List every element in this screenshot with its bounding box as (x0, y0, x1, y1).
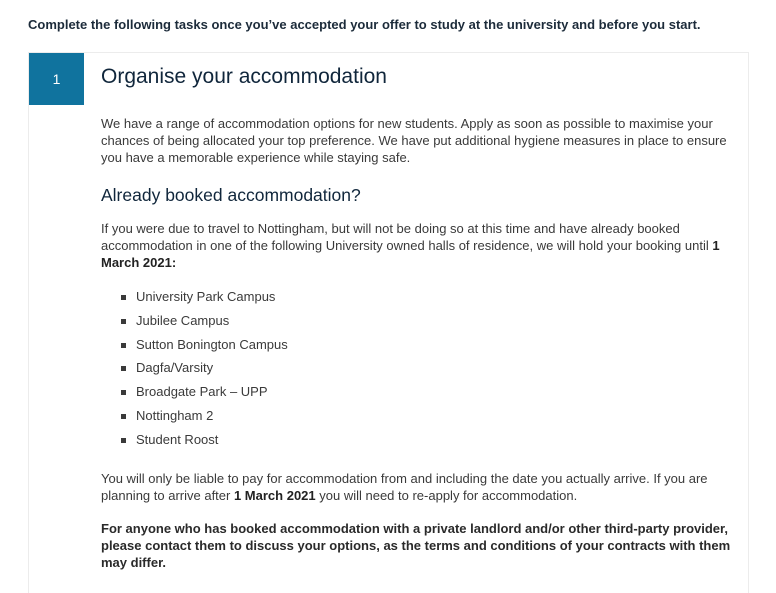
list-item (101, 382, 741, 406)
liability-date: 1 March 2021 (233, 487, 316, 503)
list-item (101, 287, 741, 311)
hall-name: Broadgate Park – UPP (136, 384, 268, 400)
list-item (101, 311, 741, 335)
list-item (101, 406, 741, 430)
bullet-icon (121, 343, 126, 348)
bullet-icon (121, 414, 126, 419)
halls-list (101, 287, 741, 454)
bullet-icon (121, 295, 126, 300)
task-content (101, 115, 741, 571)
task-title: Organise your accommodation (101, 65, 387, 88)
bullet-icon (121, 366, 126, 371)
booking-date: 1 March 2021: (101, 238, 720, 270)
bullet-icon (121, 319, 126, 324)
booking-paragraph (101, 220, 741, 271)
hall-name: Jubilee Campus (136, 312, 230, 328)
liability-paragraph (101, 470, 741, 504)
liability-text-start: You will only be liable to pay for accommodation from and including the date you actually arrive. If you are planning to arrive after (101, 470, 708, 503)
liability-text-end: you will need to re-apply for accommodation. (315, 487, 578, 503)
hall-name: University Park Campus (136, 289, 276, 304)
list-item (101, 358, 741, 382)
step-number-badge: 1 (29, 53, 84, 105)
private-landlord-notice: For anyone who has booked accommodation with a private landlord and/or other third-party provider, please contact them to discuss your options, as the terms and conditions of your contracts with them may differ. (101, 520, 731, 570)
list-item (101, 335, 741, 359)
intro-text: Complete the following tasks once you’ve accepted your offer to study at the university and before you start. (28, 17, 701, 32)
bullet-icon (121, 390, 126, 395)
section-heading: Already booked accommodation? (101, 185, 361, 205)
booking-paragraph-text: If you were due to travel to Nottingham, but will not be doing so at this time and have already booked accommodation in one of the following University owned halls of residence, we will hold your booking until (101, 221, 713, 253)
hall-name: Dagfa/Varsity (136, 360, 214, 376)
bullet-icon (121, 438, 126, 443)
hall-name: Sutton Bonington Campus (136, 336, 288, 352)
task-card (28, 52, 749, 593)
list-item (101, 430, 741, 454)
intro-paragraph: We have a range of accommodation options for new students. Apply as soon as possible to maximise your chances of being allocated your top preference. We have put additional hygiene measures in place to ensure you have a memorable experience while staying safe. (101, 116, 727, 165)
hall-name: Student Roost (136, 431, 219, 447)
hall-name: Nottingham 2 (136, 407, 214, 423)
